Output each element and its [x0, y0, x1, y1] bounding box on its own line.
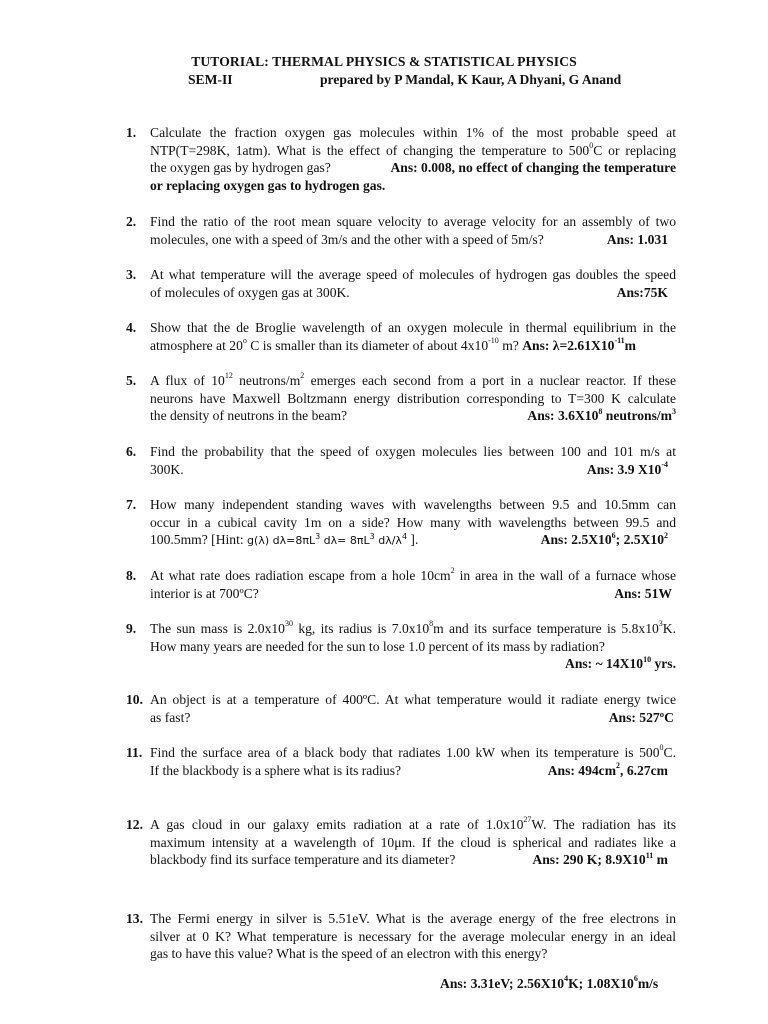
question-number: 3.: [126, 267, 137, 282]
question-number: 1.: [126, 125, 137, 140]
question-number: 4.: [126, 320, 137, 335]
answer: Ans: 3.9 $X10^{-4}$: [586, 460, 668, 477]
answer: Ans: $494cm^2$, 6.27cm: [547, 761, 668, 778]
answer: Ans: $2.5X10^6$; $2.5X10^2$: [540, 530, 668, 548]
question-number: 5.: [126, 373, 137, 388]
question-text: Calculate the fraction oxygen gas molecules within 1% of the most probable speed at NTP(T=298K, 1atm). What is the effect of changing the temperature to $500^0C$ or replacing the oxygen gas by hydrogen gas? Ans: 0.008, no effect of changing the temperature or replacing oxygen gas to hydrogen gas.: [150, 125, 676, 193]
answer: Ans: 527ºC: [608, 709, 674, 725]
question-text: At what temperature will the average speed of molecules of hydrogen gas doubles the speed of molecules of oxygen gas at 300K. Ans:75K: [150, 267, 676, 300]
question-number: 11.: [126, 745, 143, 760]
question-text: The sun mass is $2.0x10^{30}$ kg, its radius is $7.0x10^8m$ and its surface temperature is $5.8x10^3K$. How many years are needed for the sun to lose 1.0 percent of its mass by radiation? Ans: ~ $14X10^{10}$ yrs.: [150, 619, 677, 672]
answer: Ans: $\lambda=2.61X10^{-11}m$: [522, 336, 636, 353]
question-text: A gas cloud in our galaxy emits radiation at a rate of $1.0x10^{27}W$. The radiation has its maximum intensity at a wavelength of 10μm. If the cloud is spherical and radiates like a blackbody find its surface temperature and its diameter? Ans: 290 K; $8.9X10^{11}$ m: [150, 815, 676, 868]
hint-formula: g(λ) $d\lambda=8\pi L^3$ $d\lambda= 8\pi L^3$ $d\lambda/\lambda^4$: [247, 531, 408, 548]
answer: Ans: 1.031: [606, 231, 668, 247]
question-number: 10.: [126, 692, 143, 707]
question-text: The Fermi energy in silver is 5.51eV. What is the average energy of the free electrons in silver at 0 K? What temperature is necessary for the average molecular energy in an ideal gas to have this value? What is the speed of an electron with this energy?: [150, 911, 676, 962]
question-3: [126, 266, 676, 301]
answer-continued: or replacing oxygen gas to hydrogen gas.: [150, 177, 386, 193]
question-number: 6.: [126, 444, 137, 459]
answer: Ans: $3.6X10^8$ neutrons/$m^3$: [527, 406, 676, 424]
question-number: 7.: [126, 497, 137, 512]
question-text: A flux of $10^{12}$ neutrons/$m^2$ emerges each second from a port in a nuclear reactor. If these neurons have Maxwell Boltzmann energy distribution corresponding to T=300 K calculate the density of neutrons in the beam? Ans: $3.6X10^8$ neutrons/$m^3$: [150, 371, 676, 424]
question-5: [126, 372, 676, 425]
question-7: [126, 496, 676, 550]
question-number: 13.: [126, 911, 143, 926]
semester-label: SEM-II: [188, 72, 233, 87]
question-number: 2.: [126, 214, 137, 229]
answer: Ans: ~ $14X10^{10}$ yrs.: [565, 654, 676, 672]
question-text: Show that the de Broglie wavelength of an oxygen molecule in thermal equilibrium in the atmosphere at 20$^o$ C is smaller than its diameter of about $4x10^{-10}$ m? Ans: $\lambda=2.61X10^{-11}m$: [150, 320, 676, 353]
question-text: At what rate does radiation escape from a hole $10cm^2$ in area in the wall of a furnace whose interior is at 700ºC? Ans: 51W: [150, 566, 676, 601]
question-text: How many independent standing waves with wavelengths between 9.5 and 10.5mm can occur in a cubical cavity 1m on a side? How many with wavelengths between 99.5 and 100.5mm? [Hint: g(λ) $d\lambda=8\pi L^3$ $d\lambda= 8\pi L^3$ $d\lambda/\lambda^4$ ]. Ans: $2.5X10^6$; $2.5X10^2$: [150, 496, 676, 550]
question-text: Find the probability that the speed of oxygen molecules lies between 100 and 101 m/s at 300K. Ans: 3.9 $X10^{-4}$: [150, 444, 676, 477]
question-number: 9.: [126, 621, 137, 636]
question-1: [126, 124, 676, 194]
question-6: [126, 443, 676, 478]
question-10: [126, 691, 676, 726]
question-13: [126, 910, 676, 963]
question-12: [126, 816, 676, 869]
question-8: [126, 567, 676, 602]
answer: Ans:75K: [616, 284, 668, 300]
question-11: [126, 744, 676, 779]
question-2: [126, 213, 676, 248]
answer: Ans: 51W: [614, 585, 672, 601]
page-title: TUTORIAL: THERMAL PHYSICS & STATISTICAL PHYSICS: [191, 54, 577, 69]
answer: Ans: 0.008, no effect of changing the temperature: [390, 160, 676, 176]
authors-label: prepared by P Mandal, K Kaur, A Dhyani, G Anand: [320, 72, 622, 87]
answer: Ans: 290 K; $8.9X10^{11}$ m: [532, 850, 668, 868]
question-text: An object is at a temperature of 400ºC. At what temperature would it radiate energy twice as fast? Ans: 527ºC: [150, 692, 676, 725]
question-text: Find the ratio of the root mean square velocity to average velocity for an assembly of two molecules, one with a speed of 3m/s and the other with a speed of 5m/s? Ans: 1.031: [150, 214, 676, 247]
answer-question-13: Ans: 3.31eV; $2.56X10^4K$; $1.08X10^6m/s$: [440, 974, 659, 991]
question-9: [126, 620, 676, 673]
question-number: 8.: [126, 568, 137, 583]
question-text: Find the surface area of a black body that radiates 1.00 kW when its temperature is $500^0C$. If the blackbody is a sphere what is its radius? Ans: $494cm^2$, 6.27cm: [150, 743, 676, 778]
question-4: [126, 319, 676, 354]
question-number: 12.: [126, 817, 143, 832]
